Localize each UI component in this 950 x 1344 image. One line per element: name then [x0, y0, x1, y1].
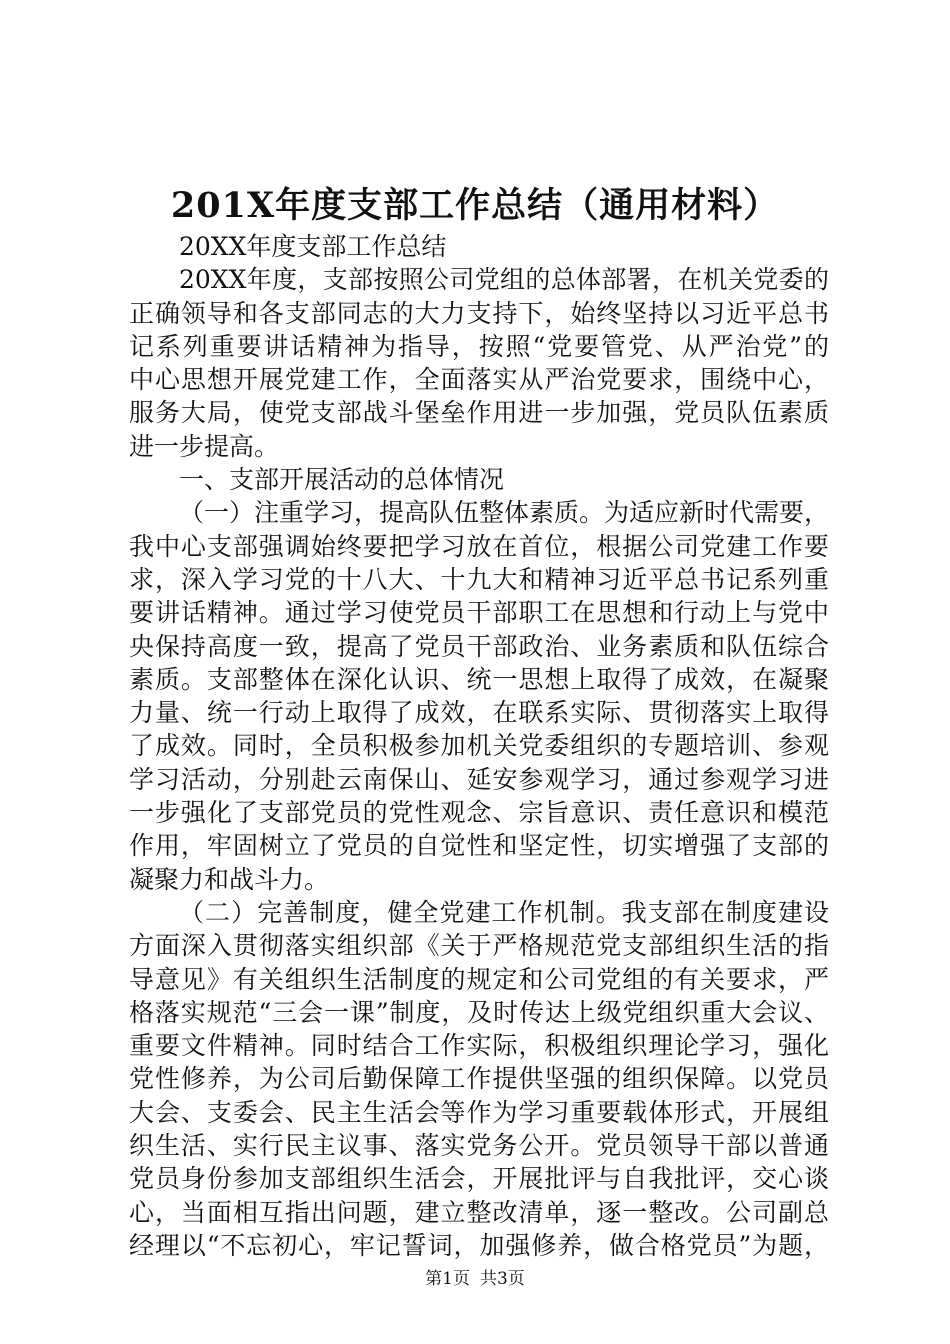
text-line: 20XX年度，支部按照公司党组的总体部署，在机关党委的: [179, 265, 829, 295]
document-body: [129, 230, 829, 1262]
text-line: 学习活动，分别赴云南保山、延安参观学习，通过参观学习进: [129, 764, 829, 794]
text-line: 党员身份参加支部组织生活会，开展批评与自我批评，交心谈: [129, 1164, 829, 1194]
text-line: 正确领导和各支部同志的大力支持下，始终坚持以习近平总书: [129, 298, 829, 328]
text-line: 要讲话精神。通过学习使党员干部职工在思想和行动上与党中: [129, 598, 829, 628]
text-line: 经理以“不忘初心，牢记誓词，加强修养，做合格党员”为题，: [129, 1230, 829, 1260]
text-line: 进一步提高。: [129, 431, 280, 461]
text-line: 党性修养，为公司后勤保障工作提供坚强的组织保障。以党员: [129, 1064, 829, 1094]
text-line: （二）完善制度，健全党建工作机制。我支部在制度建设: [179, 897, 829, 927]
text-line: 央保持高度一致，提高了党员干部政治、业务素质和队伍综合: [129, 631, 829, 661]
text-line: 织生活、实行民主议事、落实党务公开。党员领导干部以普通: [129, 1131, 829, 1161]
text-line: 求，深入学习党的十八大、十九大和精神习近平总书记系列重: [129, 564, 829, 594]
text-line: 了成效。同时，全员积极参加机关党委组织的专题培训、参观: [129, 731, 829, 761]
text-line: 一步强化了支部党员的党性观念、宗旨意识、责任意识和模范: [129, 798, 829, 828]
text-line: 重要文件精神。同时结合工作实际，积极组织理论学习，强化: [129, 1031, 829, 1061]
text-line: 一、支部开展活动的总体情况: [179, 465, 505, 495]
text-line: 导意见》有关组织生活制度的规定和公司党组的有关要求，严: [129, 964, 829, 994]
text-line: 凝聚力和战斗力。: [129, 864, 330, 894]
text-line: 中心思想开展党建工作，全面落实从严治党要求，围绕中心，: [129, 365, 829, 395]
page-total: 共3页: [480, 1269, 525, 1289]
document-title: 201X年度支部工作总结（通用材料）: [170, 185, 780, 226]
text-line: 心，当面相互指出问题，建立整改清单，逐一整改。公司副总: [129, 1197, 829, 1227]
text-line: 作用，牢固树立了党员的自觉性和坚定性，切实增强了支部的: [129, 831, 829, 861]
page-number: 第1页: [425, 1269, 470, 1289]
text-line: 我中心支部强调始终要把学习放在首位，根据公司党建工作要: [129, 531, 829, 561]
text-line: 素质。支部整体在深化认识、统一思想上取得了成效，在凝聚: [129, 664, 829, 694]
text-line: 方面深入贯彻落实组织部《关于严格规范党支部组织生活的指: [129, 931, 829, 961]
text-line: 20XX年度支部工作总结: [179, 232, 447, 261]
text-line: 大会、支委会、民主生活会等作为学习重要载体形式，开展组: [129, 1097, 829, 1127]
text-line: 格落实规范“三会一课”制度，及时传达上级党组织重大会议、: [129, 997, 829, 1027]
page-footer: [0, 1268, 950, 1290]
text-line: 服务大局，使党支部战斗堡垒作用进一步加强，党员队伍素质: [129, 398, 829, 428]
text-line: （一）注重学习，提高队伍整体素质。为适应新时代需要，: [179, 498, 829, 528]
text-line: 力量、统一行动上取得了成效，在联系实际、贯彻落实上取得: [129, 698, 829, 728]
text-line: 记系列重要讲话精神为指导，按照“党要管党、从严治党”的: [129, 331, 829, 361]
